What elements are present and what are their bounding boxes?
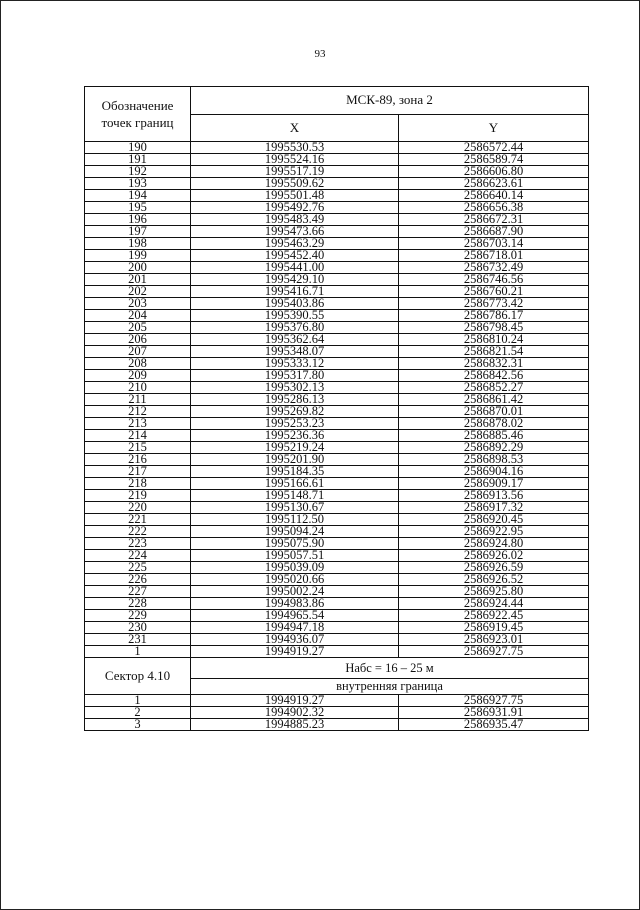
table-row [85,610,589,622]
table-row [85,442,589,454]
table-row [85,598,589,610]
y-coordinate-cell: 2586927.75 [399,695,589,707]
x-coordinate-cell: 1994902.32 [191,707,399,719]
point-id-cell: 209 [85,370,191,382]
y-coordinate-cell: 2586798.45 [399,322,589,334]
x-coordinate-cell: 1995020.66 [191,574,399,586]
point-id-cell: 205 [85,322,191,334]
table-row [85,695,589,707]
x-coordinate-cell: 1995530.53 [191,142,399,154]
table-row [85,298,589,310]
x-coordinate-cell: 1995236.36 [191,430,399,442]
x-coordinate-cell: 1995452.40 [191,250,399,262]
x-coordinate-cell: 1995473.66 [191,226,399,238]
point-id-cell: 218 [85,478,191,490]
table-row [85,562,589,574]
y-coordinate-cell: 2586773.42 [399,298,589,310]
y-coordinate-cell: 2586810.24 [399,334,589,346]
table-row [85,226,589,238]
point-id-cell: 197 [85,226,191,238]
point-id-cell: 210 [85,382,191,394]
table-row [85,274,589,286]
point-id-cell: 1 [85,646,191,658]
table-row [85,514,589,526]
x-coordinate-cell: 1995075.90 [191,538,399,550]
point-id-cell: 191 [85,154,191,166]
x-coordinate-cell: 1995057.51 [191,550,399,562]
point-id-cell: 229 [85,610,191,622]
table-row [85,394,589,406]
table-row [85,430,589,442]
point-id-cell: 211 [85,394,191,406]
table-row [85,719,589,731]
y-coordinate-cell: 2586909.17 [399,478,589,490]
y-coordinate-cell: 2586892.29 [399,442,589,454]
point-label-line2: точек границ [101,115,174,130]
point-id-cell: 217 [85,466,191,478]
table-row [85,418,589,430]
x-coordinate-cell: 1995201.90 [191,454,399,466]
point-id-cell: 198 [85,238,191,250]
point-id-cell: 226 [85,574,191,586]
point-id-cell: 213 [85,418,191,430]
point-id-cell: 225 [85,562,191,574]
x-coordinate-cell: 1995429.10 [191,274,399,286]
point-id-cell: 206 [85,334,191,346]
y-coordinate-cell: 2586870.01 [399,406,589,418]
point-id-cell: 223 [85,538,191,550]
point-label-header [85,87,191,142]
table-row [85,286,589,298]
point-id-cell: 195 [85,202,191,214]
table-row [85,142,589,154]
point-id-cell: 228 [85,598,191,610]
point-id-cell: 200 [85,262,191,274]
point-id-cell: 1 [85,695,191,707]
point-id-cell: 224 [85,550,191,562]
x-coordinate-cell: 1994965.54 [191,610,399,622]
y-coordinate-cell: 2586703.14 [399,238,589,250]
x-coordinate-cell: 1995039.09 [191,562,399,574]
x-coordinate-cell: 1995130.67 [191,502,399,514]
table-row [85,154,589,166]
y-coordinate-cell: 2586913.56 [399,490,589,502]
x-coordinate-cell: 1995509.62 [191,178,399,190]
y-coordinate-cell: 2586718.01 [399,250,589,262]
table-row [85,406,589,418]
table-row [85,370,589,382]
point-id-cell: 2 [85,707,191,719]
x-coordinate-cell: 1995333.12 [191,358,399,370]
point-id-cell: 231 [85,634,191,646]
table-row [85,382,589,394]
y-coordinate-cell: 2586861.42 [399,394,589,406]
table-row [85,202,589,214]
point-id-cell: 215 [85,442,191,454]
point-id-cell: 196 [85,214,191,226]
x-coordinate-cell: 1994919.27 [191,695,399,707]
point-id-cell: 221 [85,514,191,526]
x-coordinate-cell: 1995253.23 [191,418,399,430]
point-id-cell: 202 [85,286,191,298]
table-row [85,166,589,178]
coordinates-table [84,86,589,731]
x-coordinate-cell: 1995376.80 [191,322,399,334]
table-row [85,646,589,658]
y-coordinate-cell: 2586589.74 [399,154,589,166]
y-coordinate-cell: 2586926.02 [399,550,589,562]
y-coordinate-cell: 2586924.44 [399,598,589,610]
table-row [85,586,589,598]
x-coordinate-cell: 1995094.24 [191,526,399,538]
x-coordinate-cell: 1995362.64 [191,334,399,346]
y-coordinate-cell: 2586926.59 [399,562,589,574]
point-label-line1: Обозначение [101,98,174,113]
table-row [85,214,589,226]
y-coordinate-cell: 2586572.44 [399,142,589,154]
x-coordinate-cell: 1995441.00 [191,262,399,274]
x-coordinate-cell: 1995002.24 [191,586,399,598]
y-coordinate-cell: 2586898.53 [399,454,589,466]
point-id-cell: 201 [85,274,191,286]
y-coordinate-cell: 2586924.80 [399,538,589,550]
table-row [85,178,589,190]
y-coordinate-cell: 2586919.45 [399,622,589,634]
x-coordinate-cell: 1995492.76 [191,202,399,214]
x-coordinate-cell: 1995390.55 [191,310,399,322]
table-row [85,707,589,719]
page-number: 93 [314,48,326,60]
table-row [85,238,589,250]
table-row [85,526,589,538]
y-coordinate-cell: 2586923.01 [399,634,589,646]
x-coordinate-cell: 1995524.16 [191,154,399,166]
y-coordinate-cell: 2586852.27 [399,382,589,394]
table-row [85,490,589,502]
x-coordinate-cell: 1995219.24 [191,442,399,454]
point-id-cell: 216 [85,454,191,466]
x-coordinate-cell: 1995302.13 [191,382,399,394]
y-coordinate-cell: 2586606.80 [399,166,589,178]
table-row [85,634,589,646]
point-id-cell: 199 [85,250,191,262]
y-coordinate-cell: 2586917.32 [399,502,589,514]
table-row [85,250,589,262]
x-coordinate-cell: 1995286.13 [191,394,399,406]
table-row [85,346,589,358]
y-coordinate-cell: 2586931.91 [399,707,589,719]
x-coordinate-cell: 1994936.07 [191,634,399,646]
y-coordinate-cell: 2586732.49 [399,262,589,274]
x-coordinate-cell: 1994885.23 [191,719,399,731]
y-coordinate-cell: 2586935.47 [399,719,589,731]
y-coordinate-cell: 2586786.17 [399,310,589,322]
x-coordinate-cell: 1994983.86 [191,598,399,610]
point-id-cell: 207 [85,346,191,358]
y-coordinate-cell: 2586878.02 [399,418,589,430]
y-coordinate-cell: 2586922.95 [399,526,589,538]
table-row [85,358,589,370]
x-coordinate-cell: 1995403.86 [191,298,399,310]
x-coordinate-cell: 1994947.18 [191,622,399,634]
x-coordinate-cell: 1995416.71 [191,286,399,298]
y-coordinate-cell: 2586920.45 [399,514,589,526]
y-coordinate-cell: 2586687.90 [399,226,589,238]
y-coordinate-cell: 2586842.56 [399,370,589,382]
table-row [85,322,589,334]
table-row [85,310,589,322]
point-id-cell: 222 [85,526,191,538]
point-id-cell: 227 [85,586,191,598]
table-row [85,190,589,202]
y-coordinate-cell: 2586746.56 [399,274,589,286]
x-coordinate-cell: 1995348.07 [191,346,399,358]
x-coordinate-cell: 1995317.80 [191,370,399,382]
table-row [85,622,589,634]
point-id-cell: 220 [85,502,191,514]
sector-label: Сектор 4.10 [85,658,191,695]
table-row [85,550,589,562]
x-coordinate-cell: 1994919.27 [191,646,399,658]
point-id-cell: 230 [85,622,191,634]
point-id-cell: 214 [85,430,191,442]
y-coordinate-cell: 2586832.31 [399,358,589,370]
point-id-cell: 208 [85,358,191,370]
point-id-cell: 204 [85,310,191,322]
x-coordinate-cell: 1995269.82 [191,406,399,418]
x-coordinate-cell: 1995517.19 [191,166,399,178]
point-id-cell: 194 [85,190,191,202]
y-coordinate-cell: 2586821.54 [399,346,589,358]
x-coordinate-cell: 1995148.71 [191,490,399,502]
y-coordinate-cell: 2586760.21 [399,286,589,298]
x-coordinate-cell: 1995463.29 [191,238,399,250]
point-id-cell: 192 [85,166,191,178]
y-coordinate-cell: 2586926.52 [399,574,589,586]
y-header: Y [399,114,589,142]
y-coordinate-cell: 2586672.31 [399,214,589,226]
table-row [85,478,589,490]
point-id-cell: 190 [85,142,191,154]
x-coordinate-cell: 1995483.49 [191,214,399,226]
sector-header-row [85,658,589,679]
x-header: X [191,114,399,142]
coordinate-system-header: МСК-89, зона 2 [191,87,589,115]
y-coordinate-cell: 2586656.38 [399,202,589,214]
point-id-cell: 219 [85,490,191,502]
point-id-cell: 193 [85,178,191,190]
table-row [85,538,589,550]
x-coordinate-cell: 1995501.48 [191,190,399,202]
x-coordinate-cell: 1995184.35 [191,466,399,478]
y-coordinate-cell: 2586922.45 [399,610,589,622]
x-coordinate-cell: 1995166.61 [191,478,399,490]
table-row [85,574,589,586]
table-row [85,334,589,346]
y-coordinate-cell: 2586885.46 [399,430,589,442]
y-coordinate-cell: 2586925.80 [399,586,589,598]
point-id-cell: 203 [85,298,191,310]
sector-height-range: Набс = 16 – 25 м [191,658,589,679]
table-row [85,454,589,466]
y-coordinate-cell: 2586927.75 [399,646,589,658]
table-row [85,262,589,274]
sector-boundary-type: внутренняя граница [191,678,589,694]
table-row [85,502,589,514]
y-coordinate-cell: 2586623.61 [399,178,589,190]
y-coordinate-cell: 2586640.14 [399,190,589,202]
point-id-cell: 212 [85,406,191,418]
y-coordinate-cell: 2586904.16 [399,466,589,478]
x-coordinate-cell: 1995112.50 [191,514,399,526]
header-row-1 [85,87,589,115]
point-id-cell: 3 [85,719,191,731]
table-row [85,466,589,478]
